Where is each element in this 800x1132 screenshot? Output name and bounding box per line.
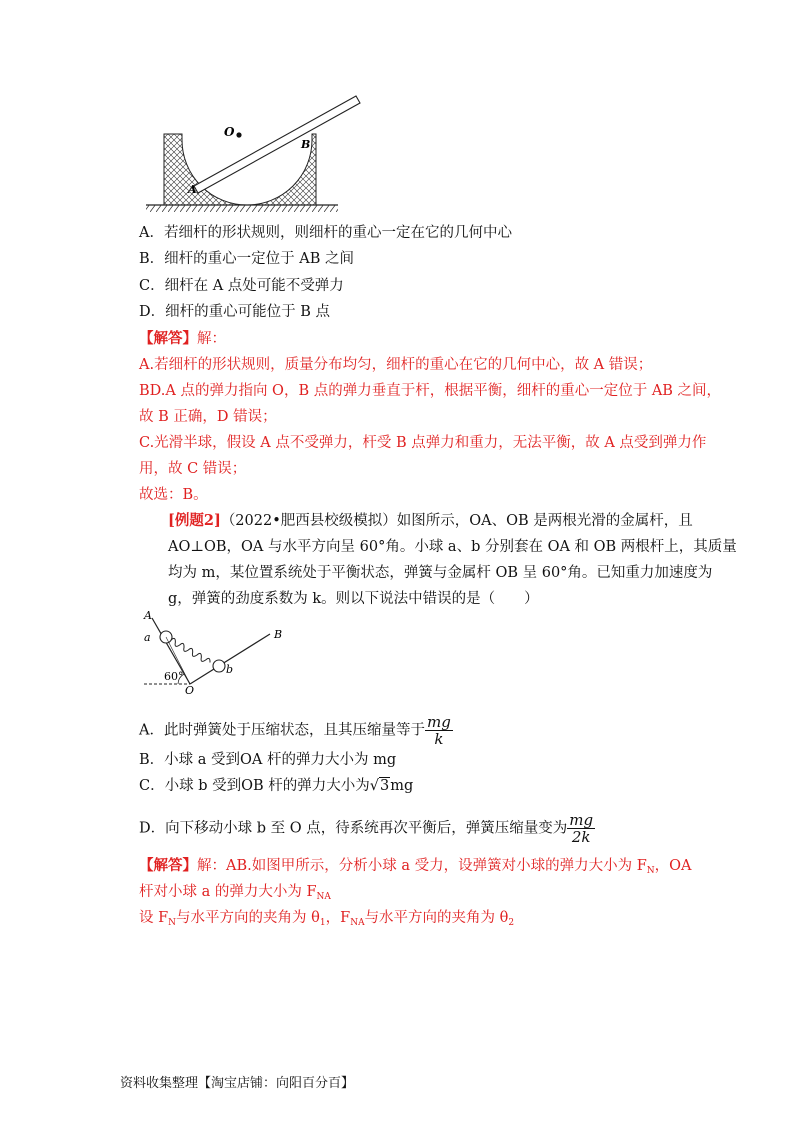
answer1-jie: 解： <box>197 331 226 347</box>
sub-n: N <box>168 918 177 928</box>
label-angle: 60° <box>164 670 184 683</box>
spring-rods-figure <box>138 604 298 694</box>
answer2-line1 <box>139 856 692 881</box>
answer1-heading <box>139 329 226 349</box>
sub-n: N <box>646 866 655 876</box>
q1-option-d: D．细杆的重心可能位于 B 点 <box>139 304 330 320</box>
q2-option-d-text: D．向下移动小球 b 至 O 点，待系统再次平衡后，弹簧压缩量变为 <box>139 820 568 837</box>
sub-1: 1 <box>319 918 326 928</box>
answer1-line2: BD.A 点的弹力指向 O，B 点的弹力垂直于杆，根据平衡，细杆的重心一定位于 AB 之间， <box>139 383 722 399</box>
answer1-line1: A.若细杆的形状规则，质量分布均匀，细杆的重心在它的几何中心，故 A 错误； <box>139 357 653 373</box>
q2-option-a-text: A．此时弹簧处于压缩状态，且其压缩量等于 <box>139 722 425 739</box>
fraction-mg-2k <box>567 812 595 845</box>
answer1-line5: 用，故 C 错误； <box>139 461 247 477</box>
denominator: k <box>434 730 444 748</box>
denominator: 2k <box>571 828 591 846</box>
answer2-line2 <box>139 882 331 907</box>
label-b: B <box>301 138 311 151</box>
q1-option-c: C．细杆在 A 点处可能不受弹力 <box>139 278 344 294</box>
label-o: O <box>185 684 195 694</box>
label-rod-b: B <box>274 628 283 641</box>
label-rod-a: A <box>144 609 152 622</box>
q2-option-a <box>139 714 453 747</box>
answer2-line3-c: ，F <box>325 910 351 926</box>
thin-rod <box>194 96 360 193</box>
ball-b <box>213 660 225 672</box>
center-point-o <box>236 132 241 137</box>
fraction-mg-k <box>425 714 453 747</box>
label-o: O <box>224 125 235 139</box>
q2-option-b: B．小球 a 受到OA 杆的弹力大小为 mg <box>139 752 397 768</box>
sqrt-three: √3 <box>369 778 390 794</box>
numerator: mg <box>426 713 451 731</box>
sub-na: NA <box>316 892 331 902</box>
answer1-line4: C.光滑半球，假设 A 点不受弹力，杆受 B 点弹力和重力，无法平衡，故 A 点受到弹力作 <box>139 435 707 451</box>
label-ball-b: b <box>226 663 234 676</box>
q2-option-c <box>139 776 413 796</box>
example2-line3: 均为 m，某位置系统处于平衡状态，弹簧与金属杆 OB 呈 60°角。已知重力加速度为 <box>168 565 713 581</box>
bowl-rod-figure <box>138 92 378 217</box>
radicand: 3 <box>380 778 390 794</box>
answer2-line2-text: 杆对小球 a 的弹力大小为 F <box>139 884 317 900</box>
example2-line1-text: （2022•肥西县校级模拟）如图所示，OA、OB 是两根光滑的金属杆，且 <box>220 513 693 529</box>
answer2-line1-tail: ，OA <box>654 858 692 874</box>
q2-option-c-unit: mg <box>390 778 414 794</box>
answer1-tag: 【解答】 <box>139 330 197 347</box>
example2-line2: AO⊥OB，OA 与水平方向呈 60°角。小球 a、b 分别套在 OA 和 OB 两根杆上，其质量 <box>168 539 737 555</box>
q1-option-a: A．若细杆的形状规则，则细杆的重心一定在它的几何中心 <box>139 225 512 241</box>
answer2-line1-text: 解：AB.如图甲所示，分析小球 a 受力，设弹簧对小球的弹力大小为 F <box>197 858 647 874</box>
sub-na: NA <box>350 918 365 928</box>
numerator: mg <box>569 811 594 829</box>
q1-option-b: B．细杆的重心一定位于 AB 之间 <box>139 251 354 267</box>
sub-2: 2 <box>508 918 515 928</box>
answer1-line3: 故 B 正确，D 错误； <box>139 409 277 425</box>
spring <box>170 637 212 665</box>
answer2-line3-b: 与水平方向的夹角为 θ <box>176 910 320 926</box>
q2-option-c-text: C．小球 b 受到OB 杆的弹力大小为 <box>139 778 370 794</box>
answer2-line3-a: 设 F <box>139 910 169 926</box>
footer-note: 资料收集整理【淘宝店铺：向阳百分百】 <box>120 1076 355 1091</box>
example2-line4: g，弹簧的劲度系数为 k。则以下说法中错误的是（ ） <box>168 591 539 607</box>
q2-option-d <box>139 812 595 845</box>
answer2-line3 <box>139 908 514 933</box>
example2-tag: [例题2] <box>168 512 221 529</box>
answer1-line6: 故选：B。 <box>139 487 208 503</box>
answer2-tag: 【解答】 <box>139 857 197 874</box>
example2-line1 <box>168 511 693 531</box>
label-a: A <box>188 183 197 196</box>
label-ball-a: a <box>144 631 151 644</box>
answer2-line3-d: 与水平方向的夹角为 θ <box>364 910 509 926</box>
